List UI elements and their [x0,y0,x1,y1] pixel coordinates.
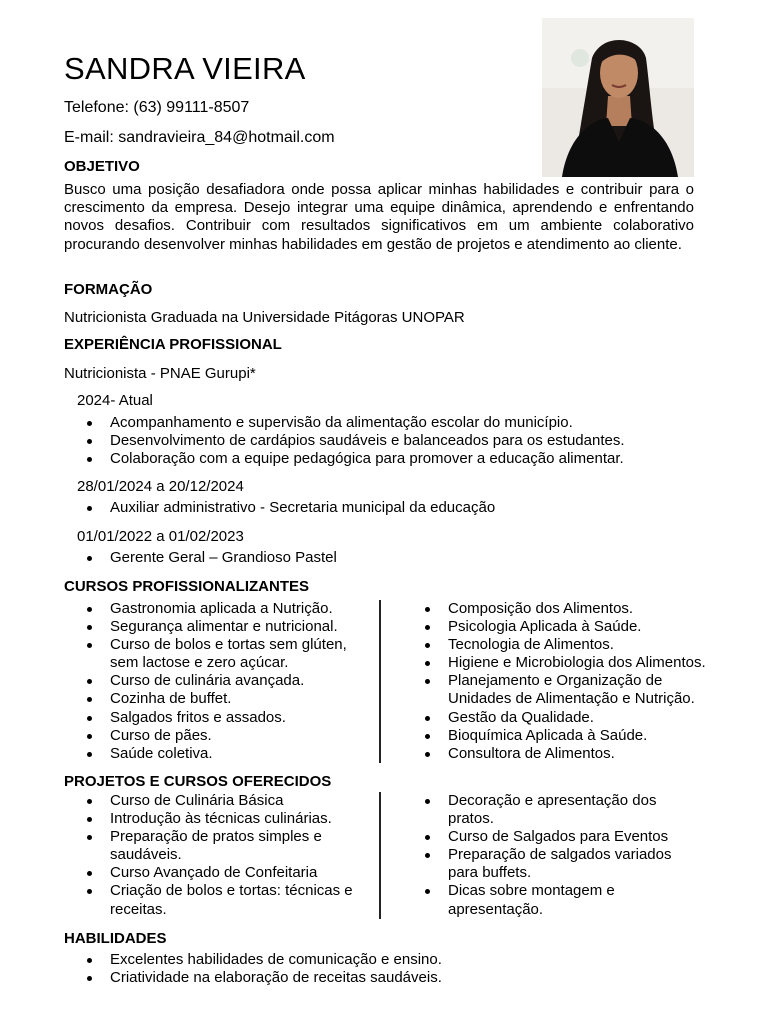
email-text: E-mail: sandravieira_84@hotmail.com [64,129,335,146]
list-item: Segurança alimentar e nutricional. [64,618,369,636]
list-item: Gestão da Qualidade. [402,709,742,727]
list-item: Curso Avançado de Confeitaria [64,864,364,882]
phone-text: Telefone: (63) 99111-8507 [64,99,250,116]
job-period: 2024- Atual [77,392,153,409]
profile-photo [542,18,694,177]
job-items-list [64,414,744,468]
list-item: Introdução às técnicas culinárias. [64,810,364,828]
objetivo-text: Busco uma posição desafiadora onde possa aplicar minhas habilidades e contribuir para o crescimento da empresa. Desejo integrar uma equipe dinâmica, aprendendo e enfrentando novos desafios. Contribuir com resultados significativos em um ambiente colaborativo procurando desenvolver minhas habilidades em gestão de projetos e atendimento ao cliente. [64,181,694,253]
list-item: Gastronomia aplicada a Nutrição. [64,600,369,618]
list-item: Criação de bolos e tortas: técnicas e receitas. [64,882,360,918]
column-divider [379,792,381,919]
section-title-cursos: CURSOS PROFISSIONALIZANTES [64,578,310,595]
list-item: Psicologia Aplicada à Saúde. [402,618,742,636]
list-item: Excelentes habilidades de comunicação e ensino. [64,951,744,969]
column-divider [379,600,381,763]
list-item: Colaboração com a equipe pedagógica para promover a educação alimentar. [64,450,744,468]
job-period: 28/01/2024 a 20/12/2024 [77,478,244,495]
section-title-objetivo: OBJETIVO [64,158,140,175]
section-title-formacao: FORMAÇÃO [64,281,153,298]
experiencia-role: Nutricionista - PNAE Gurupi* [64,365,256,382]
list-item: Curso de pães. [64,727,369,745]
list-item: Dicas sobre montagem e apresentação. [402,882,638,918]
list-item: Saúde coletiva. [64,745,369,763]
list-item: Salgados fritos e assados. [64,709,369,727]
list-item: Criatividade na elaboração de receitas saudáveis. [64,969,744,987]
list-item: Gerente Geral – Grandioso Pastel [64,549,744,567]
formacao-text: Nutricionista Graduada na Universidade Pitágoras UNOPAR [64,309,465,326]
list-item: Higiene e Microbiologia dos Alimentos. [402,654,742,672]
list-item: Bioquímica Aplicada à Saúde. [402,727,742,745]
job-items-list [64,549,744,567]
cursos-left-list [64,600,369,763]
job-period: 01/01/2022 a 01/02/2023 [77,528,244,545]
job-items-list [64,499,744,517]
list-item: Planejamento e Organização de Unidades de Alimentação e Nutrição. [402,672,710,708]
list-item: Desenvolvimento de cardápios saudáveis e balanceados para os estudantes. [64,432,744,450]
list-item: Curso de culinária avançada. [64,672,369,690]
projetos-right-list [402,792,692,919]
list-item: Decoração e apresentação dos pratos. [402,792,678,828]
section-title-habilidades: HABILIDADES [64,930,167,947]
habilidades-list [64,951,744,987]
list-item: Acompanhamento e supervisão da alimentação escolar do município. [64,414,744,432]
list-item: Composição dos Alimentos. [402,600,742,618]
list-item: Curso de Salgados para Eventos [402,828,692,846]
list-item: Consultora de Alimentos. [402,745,742,763]
projetos-left-list [64,792,364,919]
cursos-right-list [402,600,742,763]
list-item: Cozinha de buffet. [64,690,369,708]
list-item: Tecnologia de Alimentos. [402,636,742,654]
list-item: Curso de Culinária Básica [64,792,364,810]
person-name: SANDRA VIEIRA [64,51,306,86]
list-item: Curso de bolos e tortas sem glúten, sem lactose e zero açúcar. [64,636,369,672]
section-title-projetos: PROJETOS E CURSOS OFERECIDOS [64,773,332,790]
list-item: Auxiliar administrativo - Secretaria municipal da educação [64,499,744,517]
section-title-experiencia: EXPERIÊNCIA PROFISSIONAL [64,336,282,353]
list-item: Preparação de pratos simples e saudáveis. [64,828,345,864]
list-item: Preparação de salgados variados para buffets. [402,846,688,882]
